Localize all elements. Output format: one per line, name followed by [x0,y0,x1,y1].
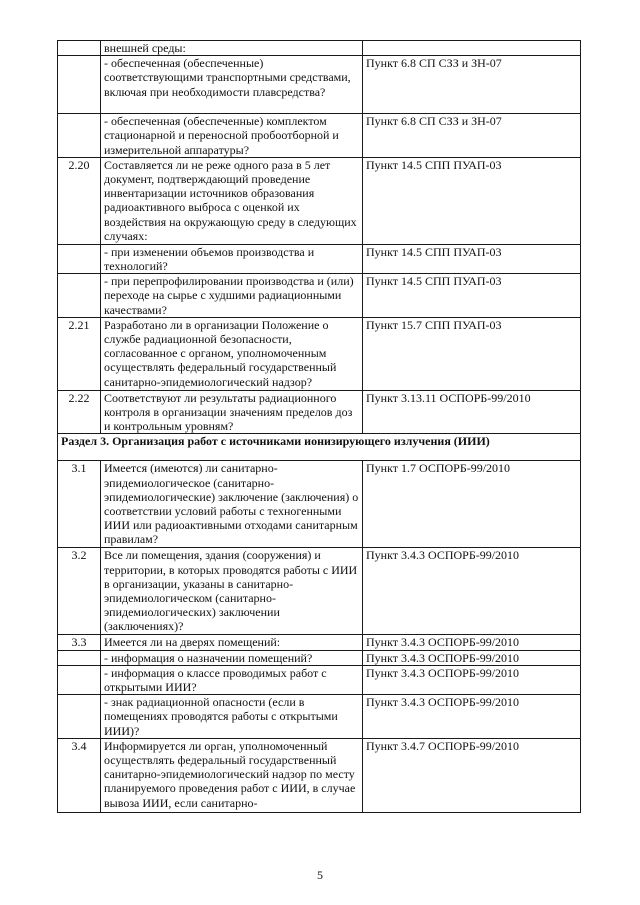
item-number: 3.1 [58,461,101,548]
checklist-row [58,56,581,114]
page-number: 5 [317,868,323,882]
item-question: Соответствуют ли результаты радиационного контроля в организации значениям пределов доз и контрольным уровням? [101,390,363,434]
item-number [58,41,101,56]
section-title: Раздел 3. Организация работ с источниками ионизирующего излучения (ИИИ) [58,434,581,461]
checklist-row [58,244,581,273]
item-question: Разработано ли в организации Положение о службе радиационной безопасности, согласованное с органом, уполномоченным осуществлять федеральный государственный санитарно-эпидемиологический надзор? [101,317,363,390]
item-question: Имеется ли на дверях помещений: [101,635,363,650]
item-reference: Пункт 3.4.3 ОСПОРБ-99/2010 [363,695,581,739]
item-number [58,665,101,694]
item-number [58,244,101,273]
checklist-row [58,274,581,318]
checklist-row [58,390,581,434]
item-number: 2.22 [58,390,101,434]
item-reference: Пункт 14.5 СПП ПУАП-03 [363,244,581,273]
item-question: - при изменении объемов производства и технологий? [101,244,363,273]
item-number: 2.21 [58,317,101,390]
item-question: - информация о назначении помещений? [101,650,363,665]
checklist-row [58,41,581,56]
item-reference: Пункт 3.4.3 ОСПОРБ-99/2010 [363,635,581,650]
item-number [58,274,101,318]
item-reference: Пункт 6.8 СП СЗЗ и ЗН-07 [363,114,581,158]
item-number [58,114,101,158]
checklist-row [58,635,581,650]
item-question: - знак радиационной опасности (если в помещениях проводятся работы с открытыми ИИИ)? [101,695,363,739]
item-reference: Пункт 3.4.3 ОСПОРБ-99/2010 [363,650,581,665]
checklist-table-body [58,41,581,813]
item-question: - информация о классе проводимых работ с открытыми ИИИ? [101,665,363,694]
checklist-row [58,695,581,739]
item-number: 3.4 [58,738,101,812]
checklist-row [58,738,581,812]
item-question: - при перепрофилировании производства и (или) переходе на сырье с худшими радиационными качествами? [101,274,363,318]
item-question: - обеспеченная (обеспеченные) соответствующими транспортными средствами, включая при необходимости плавсредства? [101,56,363,114]
item-reference: Пункт 3.4.3 ОСПОРБ-99/2010 [363,548,581,635]
item-reference: Пункт 1.7 ОСПОРБ-99/2010 [363,461,581,548]
checklist-row [58,317,581,390]
checklist-row [58,665,581,694]
checklist-row [58,548,581,635]
item-reference: Пункт 14.5 СПП ПУАП-03 [363,274,581,318]
section-header-row [58,434,581,461]
item-reference: Пункт 14.5 СПП ПУАП-03 [363,157,581,244]
checklist-row [58,461,581,548]
checklist-table [57,40,581,813]
item-number [58,695,101,739]
checklist-row [58,114,581,158]
item-number [58,56,101,114]
item-reference: Пункт 3.13.11 ОСПОРБ-99/2010 [363,390,581,434]
item-reference: Пункт 3.4.7 ОСПОРБ-99/2010 [363,738,581,812]
checklist-row [58,650,581,665]
item-reference: Пункт 3.4.3 ОСПОРБ-99/2010 [363,665,581,694]
item-question: Составляется ли не реже одного раза в 5 лет документ, подтверждающий проведение инвентаризации источников образования радиоактивного выброса с оценкой их воздействия на окружающую среду в следующих случаях: [101,157,363,244]
item-reference: Пункт 6.8 СП СЗЗ и ЗН-07 [363,56,581,114]
item-question: - обеспеченная (обеспеченные) комплектом стационарной и переносной пробоотборной и измерительной аппаратуры? [101,114,363,158]
item-number [58,650,101,665]
item-number: 3.3 [58,635,101,650]
item-question: Все ли помещения, здания (сооружения) и территории, в которых проводятся работы с ИИИ в организации, указаны в санитарно-эпидемиологическом (санитарно-эпидемиологических) заключении (заключениях)? [101,548,363,635]
item-question: Информируется ли орган, уполномоченный осуществлять федеральный государственный санитарно-эпидемиологический надзор по месту планируемого проведения работ с ИИИ, в случае вывоза ИИИ, если санитарно- [101,738,363,812]
item-number: 3.2 [58,548,101,635]
item-question: внешней среды: [101,41,363,56]
item-question: Имеется (имеются) ли санитарно-эпидемиологическое (санитарно-эпидемиологические) заключение (заключения) о соответствии условий работы с техногенными ИИИ или радиоактивными отходами санитарным правилам? [101,461,363,548]
item-reference: Пункт 15.7 СПП ПУАП-03 [363,317,581,390]
item-reference [363,41,581,56]
item-number: 2.20 [58,157,101,244]
checklist-row [58,157,581,244]
